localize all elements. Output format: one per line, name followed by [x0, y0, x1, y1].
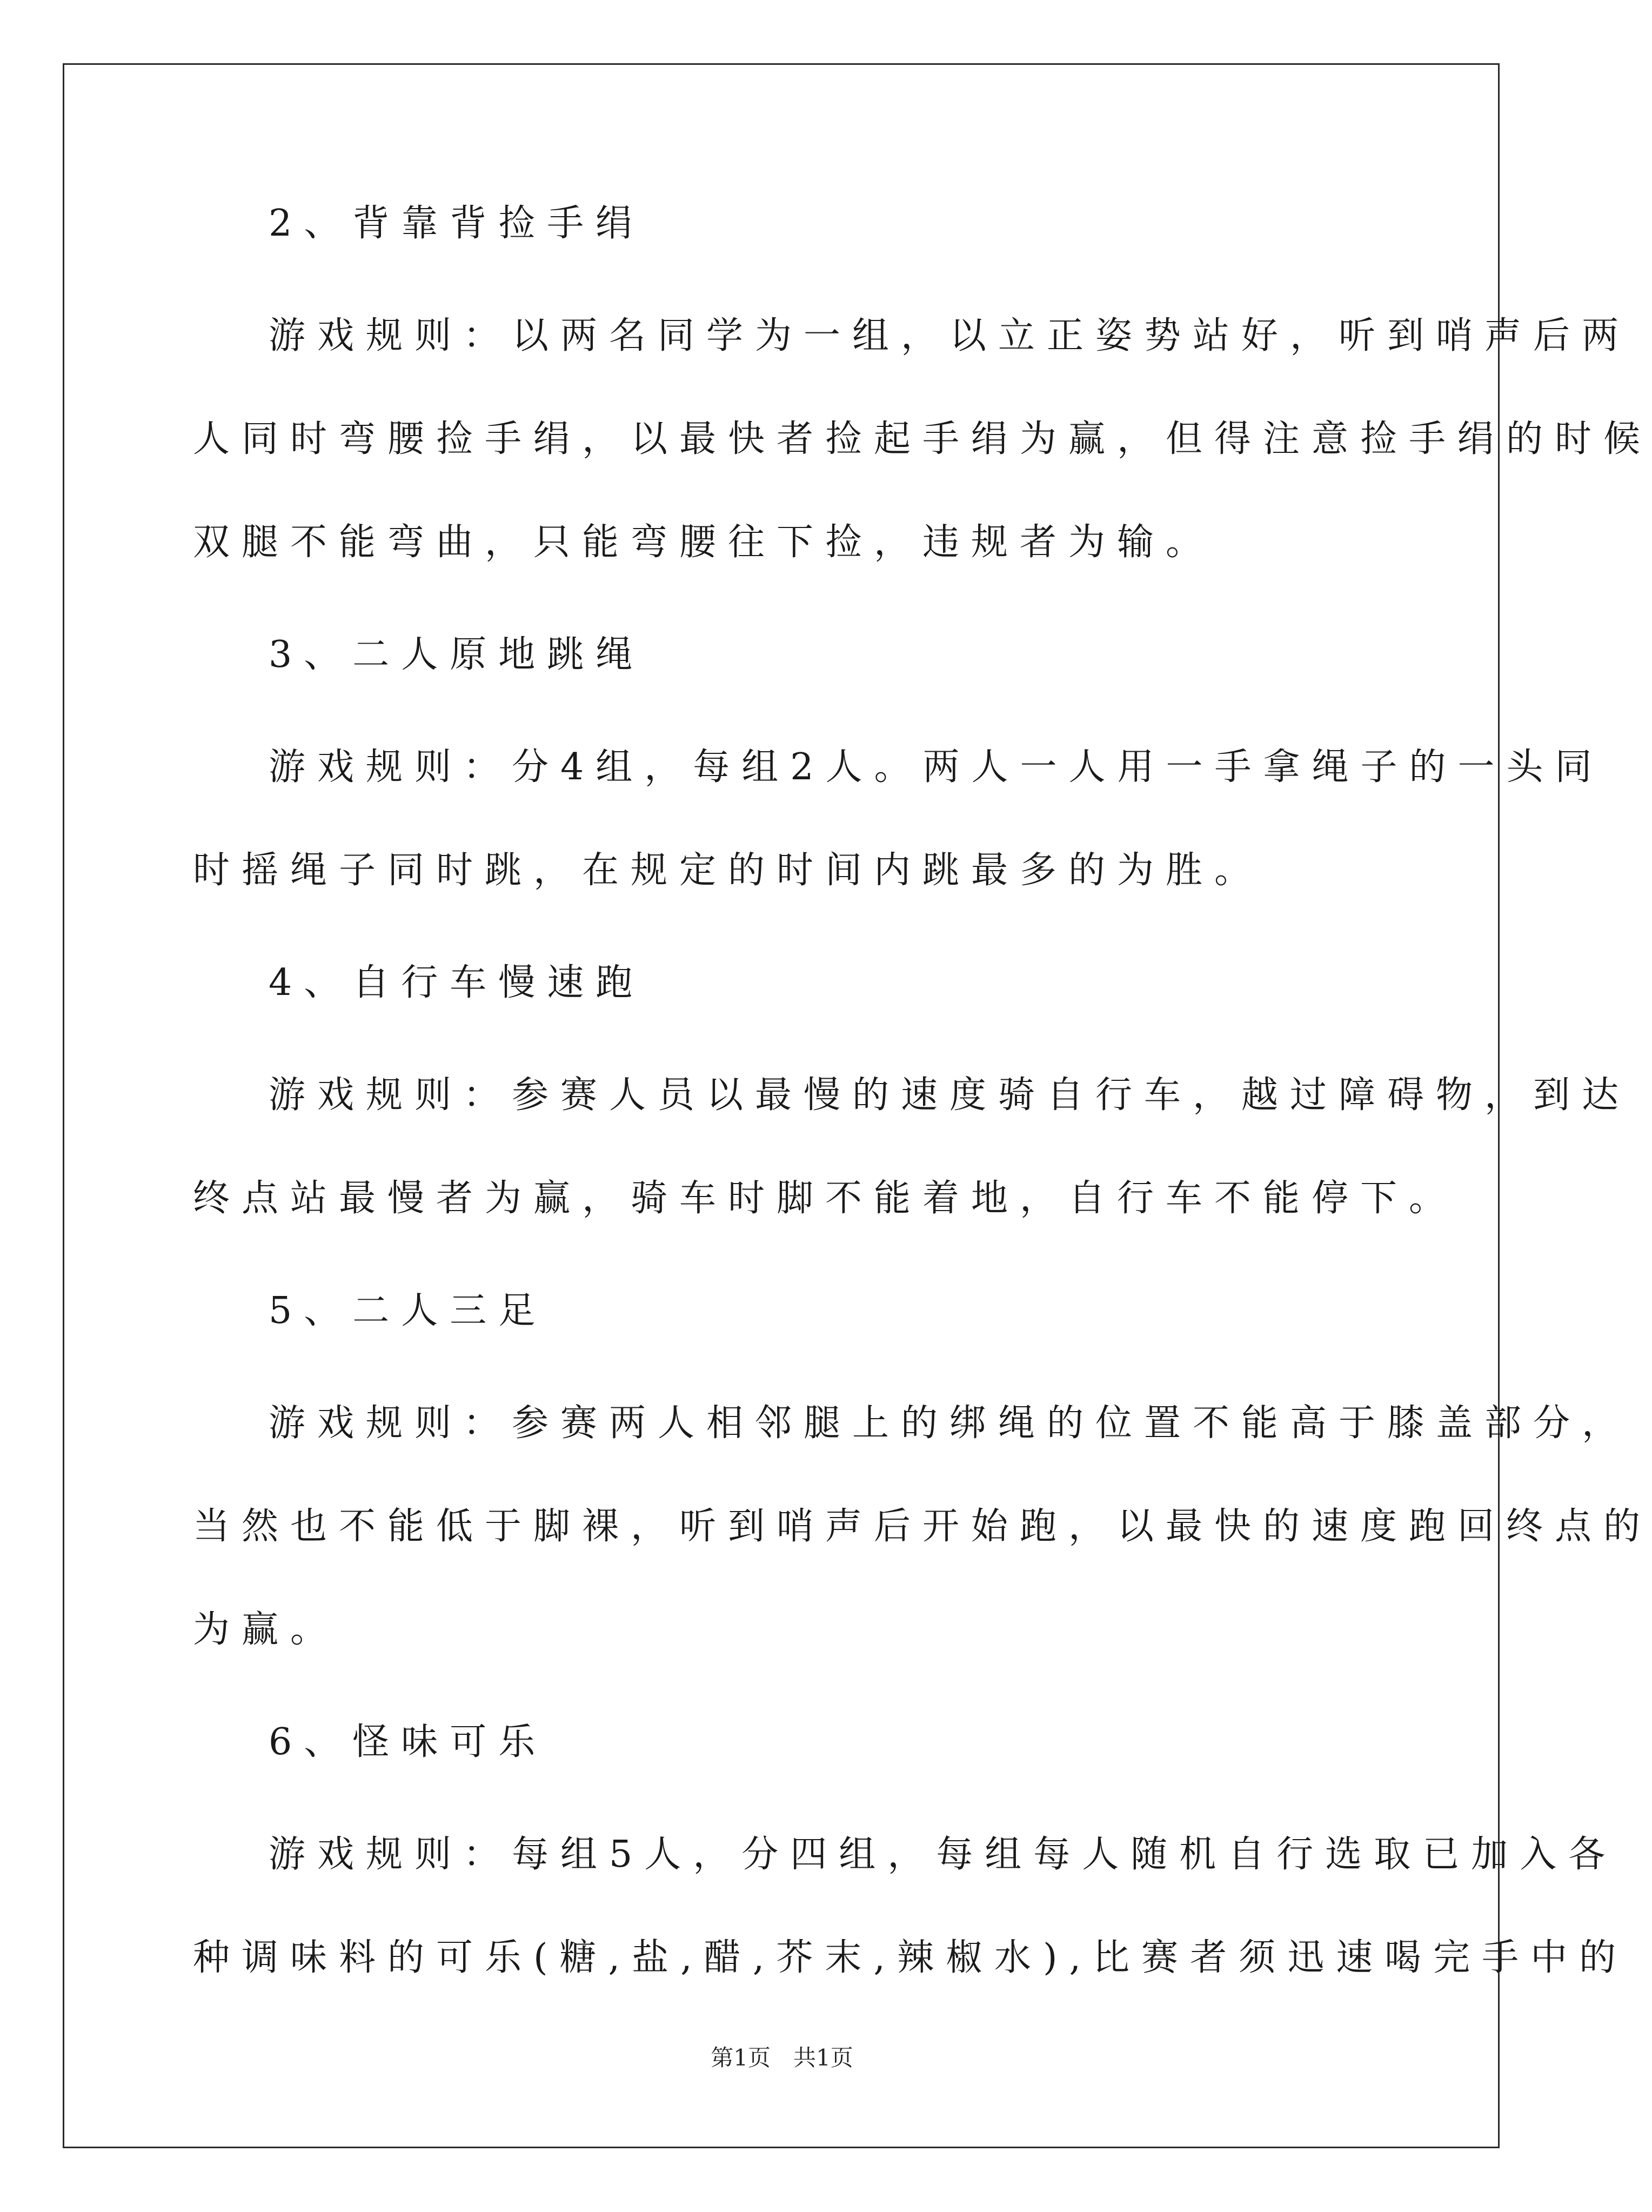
section-heading: 2、背靠背捡手绢 — [269, 202, 645, 245]
section-heading: 4、自行车慢速跑 — [269, 961, 645, 1004]
paragraph-line: 人同时弯腰捡手绢，以最快者捡起手绢为赢，但得注意捡手绢的时候 — [193, 418, 1652, 460]
paragraph-line: 双腿不能弯曲，只能弯腰往下捡，违规者为输。 — [193, 521, 1215, 564]
document-body — [193, 202, 1652, 1979]
page-footer: 第1页 共1页 — [711, 2044, 853, 2071]
paragraph-first-line: 游戏规则：以两名同学为一组，以立正姿势站好，听到哨声后两 — [269, 315, 1631, 357]
paragraph-line: 时摇绳子同时跳，在规定的时间内跳最多的为胜。 — [193, 849, 1263, 892]
paragraph-first-line: 游戏规则：参赛人员以最慢的速度骑自行车，越过障碍物，到达 — [269, 1074, 1631, 1117]
paragraph-line: 终点站最慢者为赢，骑车时脚不能着地，自行车不能停下。 — [193, 1177, 1458, 1220]
paragraph-line: 为赢。 — [193, 1608, 339, 1651]
paragraph-line: 当然也不能低于脚裸，听到哨声后开始跑，以最快的速度跑回终点的 — [193, 1505, 1652, 1548]
paragraph-first-line: 游戏规则：参赛两人相邻腿上的绑绳的位置不能高于膝盖部分， — [269, 1402, 1631, 1445]
paragraph-first-line: 游戏规则：分4组，每组2人。两人一人用一手拿绳子的一头同 — [269, 746, 1604, 788]
section-heading: 5、二人三足 — [269, 1289, 547, 1332]
section-heading: 3、二人原地跳绳 — [269, 633, 645, 676]
paragraph-first-line: 游戏规则：每组5人，分四组，每组每人随机自行选取已加入各 — [269, 1833, 1617, 1876]
paragraph-line: 种调味料的可乐(糖,盐,醋,芥末,辣椒水),比赛者须迅速喝完手中的 — [193, 1936, 1628, 1979]
section-heading: 6、怪味可乐 — [269, 1721, 547, 1763]
